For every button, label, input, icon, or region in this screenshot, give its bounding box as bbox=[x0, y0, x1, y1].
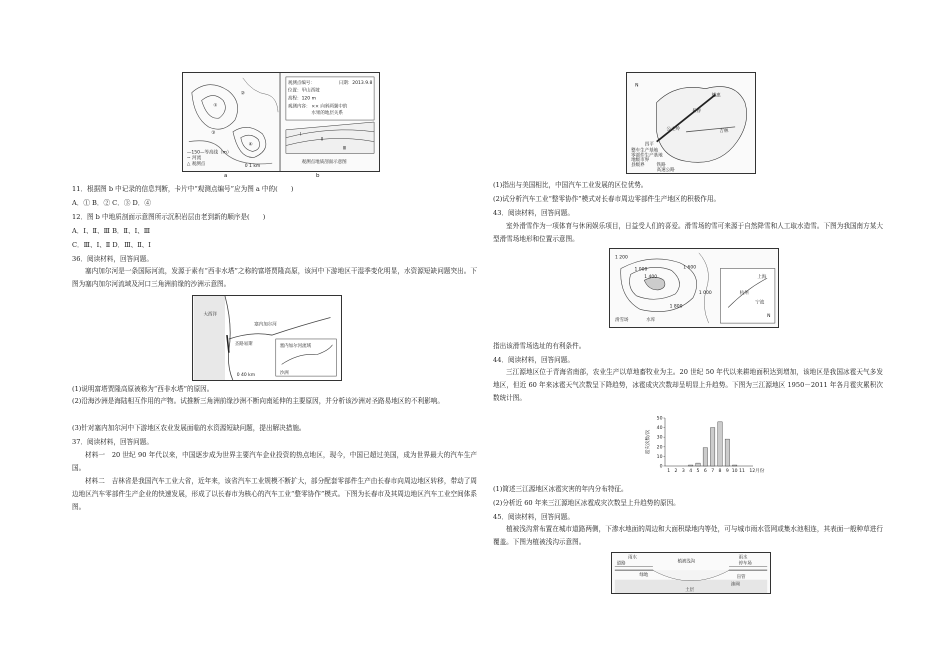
card-alt-label: 高程： bbox=[287, 96, 302, 102]
map-ocean-label: 大西洋 bbox=[203, 312, 217, 318]
card-loc: 甲山西坡 bbox=[301, 88, 320, 94]
inset-legend: 沙洲 bbox=[279, 371, 289, 377]
jilin-auto-map bbox=[626, 72, 756, 174]
bar-month-8 bbox=[718, 422, 722, 466]
question-37-2: (2)试分析汽车工业“整零协作”模式对长春市周边零部件生产地区的积极作用。 bbox=[493, 195, 721, 203]
question-12: 12．图 b 中地质剖面示意图所示沉积岩层由老到新的顺序是( ) bbox=[72, 213, 266, 221]
contour-5: 1 000 bbox=[698, 290, 712, 296]
inset-title: 塞内加尔河流域 bbox=[279, 343, 312, 349]
swale-label-4: 雨水 bbox=[738, 555, 748, 561]
contour-1: 1 000 bbox=[634, 267, 648, 273]
contour-0: 1 200 bbox=[615, 255, 628, 261]
question-36-1: (1)说明富塔贾隆高原被称为“西非水塔”的原因。 bbox=[72, 385, 214, 393]
swale-label-0: 雨水 bbox=[628, 555, 637, 561]
bar-month-7 bbox=[710, 428, 714, 466]
topo-map-svg bbox=[183, 73, 379, 171]
bar-month-10 bbox=[732, 465, 736, 466]
x-tick-label: 10 bbox=[731, 469, 738, 474]
city-ningbo: 宁波 bbox=[755, 300, 765, 306]
legend-point: △ 观测点 bbox=[186, 162, 206, 168]
card-alt: 120 m bbox=[301, 96, 316, 102]
x-tick-label: 1 bbox=[667, 469, 671, 474]
swale-label-6: 盲管 bbox=[736, 574, 746, 580]
swale-label-5: 停车场 bbox=[738, 561, 752, 567]
question-36-2: (2)沿海沙洲是海陆相互作用的产物。试推断三角洲前缘沙洲不断向南延伸的主要原因，并分析该沙洲对圣路易地区的不利影响。 bbox=[72, 397, 444, 405]
swale-label-7: 渗网 bbox=[731, 582, 740, 588]
senegal-map-svg bbox=[193, 296, 341, 380]
card-date: 日期：2013.9.8 bbox=[338, 80, 373, 86]
legend-item-2: 地级市界 bbox=[631, 158, 650, 164]
x-tick-label: 5 bbox=[696, 469, 700, 474]
legend-item-5: 高速公路 bbox=[656, 168, 675, 173]
question-36-3: (3)针对塞内加尔河中下游地区农业发展面临的水资源短缺问题，提出解决措施。 bbox=[72, 424, 306, 432]
bar-month-4 bbox=[688, 465, 692, 466]
y-tick-label: 0 bbox=[659, 464, 663, 470]
swale-svg bbox=[612, 553, 770, 593]
legend-contour: —150—等高线（m） bbox=[186, 150, 232, 156]
question-44-2: (2)分析近 60 年来三江源地区冰雹成灾次数呈上升趋势的原因。 bbox=[493, 499, 680, 507]
city-jilin: 吉林 bbox=[719, 128, 729, 134]
ski-map-svg bbox=[610, 249, 778, 327]
question-37-heading: 37．阅读材料，回答问题。 bbox=[72, 438, 153, 446]
y-tick-label: 30 bbox=[656, 435, 663, 441]
card-loc-label: 位置： bbox=[287, 88, 302, 94]
profile-caption: 观测点地质剖面示意图 bbox=[301, 160, 347, 166]
y-tick-label: 20 bbox=[656, 445, 663, 451]
question-44-heading: 44．阅读材料，回答问题。 bbox=[493, 356, 574, 364]
question-43-question: 指出该滑雪场选址的有利条件。 bbox=[493, 342, 586, 350]
y-tick-label: 50 bbox=[656, 416, 663, 422]
question-36-heading: 36．阅读材料，回答问题。 bbox=[72, 255, 153, 263]
x-tick-label: 2 bbox=[674, 469, 678, 474]
city-hangzhou: 杭州 bbox=[739, 290, 749, 296]
map-num-4: ④ bbox=[248, 142, 253, 148]
city-gongzhuling: 公主岭 bbox=[666, 126, 680, 132]
map-river-label: 塞内加尔河 bbox=[254, 322, 277, 328]
topo-map-figure bbox=[182, 72, 380, 172]
jilin-map-svg bbox=[627, 73, 755, 173]
swale-label-2: 绿地 bbox=[639, 572, 649, 578]
swale-label-3: 植被浅沟 bbox=[677, 559, 696, 565]
north-arrow: N bbox=[635, 83, 639, 89]
fig-label-a: a bbox=[224, 173, 228, 179]
ski-resort-map bbox=[609, 248, 779, 328]
legend-item-1: 零部件生产基地 bbox=[631, 153, 663, 159]
map-num-1: ① bbox=[213, 103, 218, 109]
x-tick-label: 6 bbox=[703, 469, 707, 474]
city-shanghai: 上海 bbox=[757, 275, 767, 281]
question-44-material: 三江源地区位于青海省南部，农业生产以草地畜牧业为主。20 世纪 50 年代以来耕地面积达到增加，该地区是我国冰雹天气多发地区，但近 60 年来冰雹天气次数呈下降趋势，冰雹成灾次数却呈明显上升趋势。下图为三江源地区 1950－2011 年各月雹灾累积次数统计图。 bbox=[493, 368, 883, 402]
x-tick-label: 7 bbox=[711, 469, 715, 474]
x-tick-label: 3 bbox=[681, 469, 685, 474]
city-dehui: 德惠 bbox=[711, 93, 721, 99]
legend-item-0: 整车生产基地 bbox=[631, 148, 659, 154]
question-36-material: 塞内加尔河是一条国际河流，发源于素有“西非水塔”之称的富塔贾隆高原，该河中下游地区干湿季变化明显，水资源短缺问题突出。下图为塞内加尔河流域及河口三角洲前缘的沙洲示意图。 bbox=[72, 267, 477, 288]
contour-3: 1 600 bbox=[683, 265, 697, 271]
legend-river: ~ 河流 bbox=[186, 156, 202, 162]
fig-label-b: b bbox=[316, 173, 320, 179]
hail-bar-chart bbox=[643, 412, 773, 476]
bar-month-9 bbox=[725, 439, 729, 466]
city-changchun: 长春 bbox=[691, 109, 701, 115]
bar-month-5 bbox=[696, 463, 700, 466]
swale-label-1: 道路 bbox=[616, 561, 626, 567]
question-12-options-2: C．Ⅲ、Ⅰ、Ⅱ D．Ⅲ、Ⅱ、Ⅰ bbox=[72, 241, 151, 249]
profile-roman-2: Ⅱ bbox=[321, 137, 324, 143]
x-tick-label: 8 bbox=[718, 469, 722, 474]
question-37-1: (1)指出与美国相比，中国汽车工业发展的区位优势。 bbox=[493, 181, 648, 189]
question-45-heading: 45．阅读材料，回答问题。 bbox=[493, 513, 574, 521]
question-44-1: (1)简述三江源地区冰雹灾害的年内分布特征。 bbox=[493, 485, 628, 493]
question-11-options: A．① B．② C．③ D．④ bbox=[72, 199, 151, 207]
x-tick-label-last: 12月份 bbox=[749, 469, 765, 474]
map-city-label: 圣路易斯 bbox=[234, 341, 253, 347]
bar-month-6 bbox=[703, 448, 707, 466]
legend-item-4: 铁路 bbox=[656, 163, 666, 169]
question-11: 11．根据图 b 中记录的信息判断，卡片中“观测点编号”应为图 a 中的( ) bbox=[72, 185, 294, 193]
swale-label-8: 土层 bbox=[685, 588, 695, 593]
north-arrow: N bbox=[767, 314, 771, 320]
vegetated-swale-diagram bbox=[611, 552, 771, 594]
x-tick-label: 9 bbox=[725, 469, 729, 474]
map-num-2: ② bbox=[240, 91, 245, 97]
contour-4: 1 800 bbox=[669, 304, 683, 310]
city-siping: 四平 bbox=[644, 142, 654, 148]
contour-2: 1 400 bbox=[644, 275, 658, 281]
y-tick-label: 40 bbox=[656, 426, 663, 432]
senegal-river-map bbox=[192, 295, 342, 381]
ski-legend-1: 滑雪场 bbox=[615, 318, 629, 324]
map-num-3: ③ bbox=[211, 130, 216, 136]
hail-chart-svg bbox=[643, 412, 773, 476]
y-tick-label: 10 bbox=[656, 454, 663, 460]
card-content-label: 观测内容： bbox=[287, 104, 311, 110]
question-37-material-2: 材料二 吉林省是我国汽车工业大省，近年来，该省汽车工业规模不断扩大，部分配套零部件生产由长春市向周边地区转移，带动了周边地区汽车零部件生产企业的快速发展，形成了以长春市为核心的汽车工业“整零协作”模式。下图为长春市及其周边地区汽车工业空间体系图。 bbox=[72, 477, 477, 511]
profile-roman-3: Ⅲ bbox=[342, 146, 346, 152]
card-title: 观测点编号： bbox=[287, 80, 315, 86]
card-content: ×× 向斜两翼中的 bbox=[311, 104, 348, 110]
question-43-heading: 43．阅读材料，回答问题。 bbox=[493, 209, 574, 217]
map-scale: 0 40 km bbox=[236, 373, 256, 379]
question-12-options-1: A．Ⅰ、Ⅱ、Ⅲ B．Ⅱ、Ⅰ、Ⅲ bbox=[72, 227, 151, 235]
y-axis-label: 雹灾次数/次 bbox=[646, 429, 651, 455]
map-scale: 0 1 km bbox=[244, 164, 261, 170]
x-tick-label: 11 bbox=[739, 469, 745, 474]
question-45-material: 植被浅沟常布置在城市道路两侧，下渗水地面的周边和大面积绿地内等处，可与城市雨水管网或集水池相连，其表面一般种草进行覆盖。下图为植被浅沟示意图。 bbox=[493, 525, 883, 546]
x-tick-label: 4 bbox=[689, 469, 693, 474]
question-37-material-1: 材料一 20 世纪 90 年代以来，中国逐步成为世界主要汽车企业投资的热点地区，现今，中国已超过美国，成为世界最大的汽车生产国。 bbox=[72, 451, 477, 472]
legend-item-3: 县级界 bbox=[631, 163, 645, 169]
question-43-material: 室外滑雪作为一项体育与休闲娱乐项目，日益受人们的喜爱。滑雪场的雪可来源于自然降雪和人工取水造雪。下图为我国南方某大型滑雪场地形和位置示意图。 bbox=[493, 222, 883, 243]
card-content-2: 水果的地层关系 bbox=[311, 111, 343, 117]
profile-roman-1: Ⅰ bbox=[299, 132, 301, 138]
ski-legend-2: 水库 bbox=[646, 318, 656, 324]
